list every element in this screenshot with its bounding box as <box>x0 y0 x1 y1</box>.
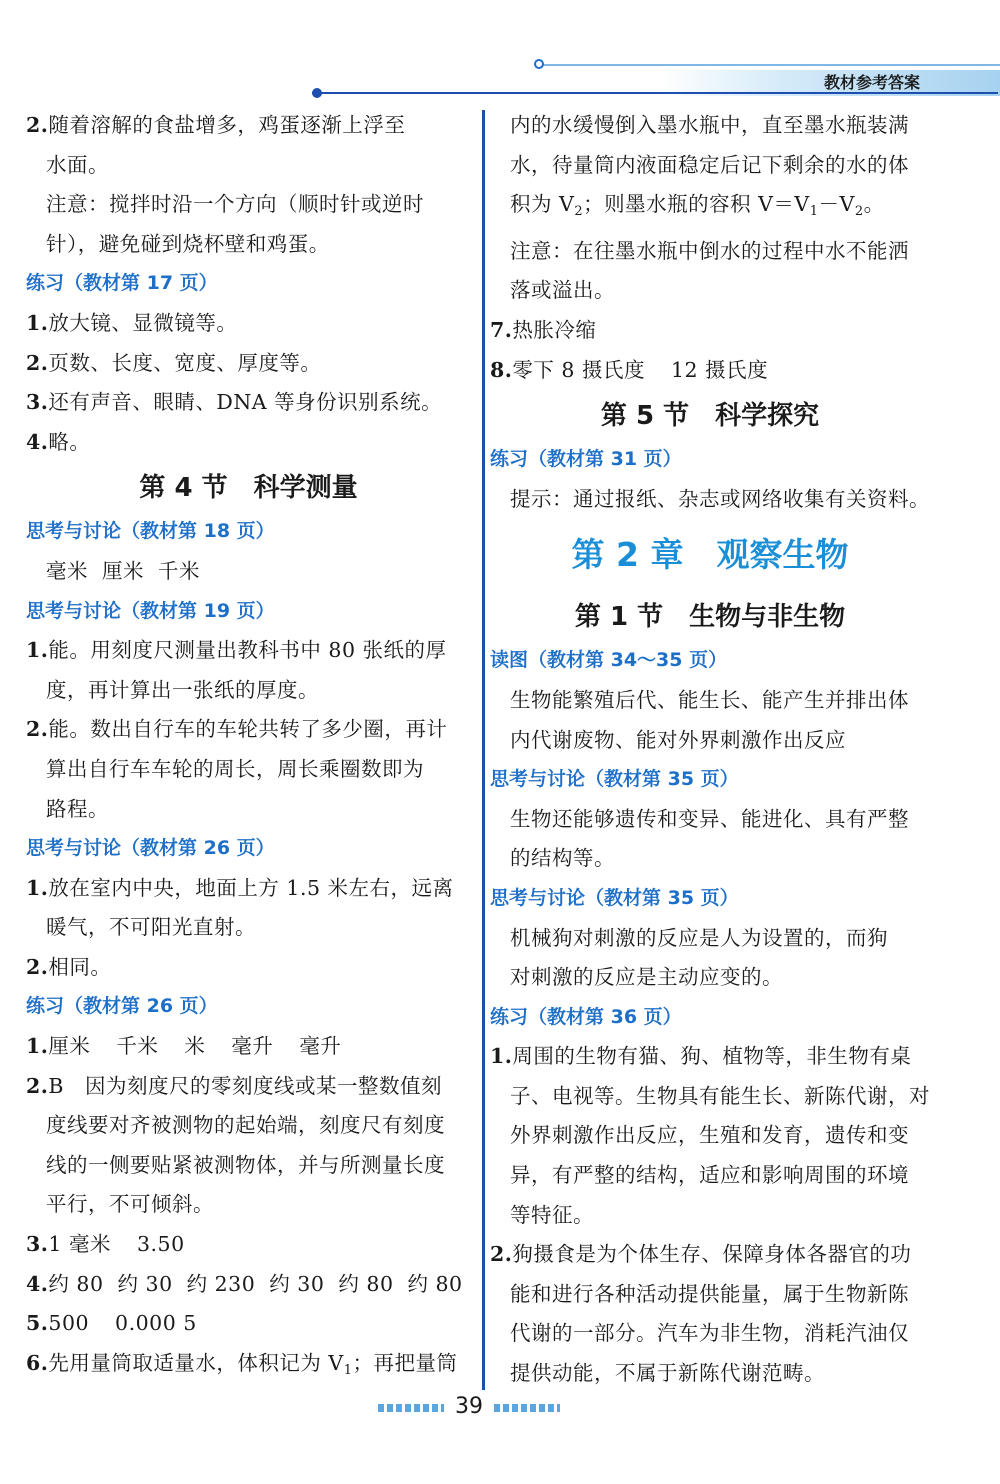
section-heading: 练习（教材第 26 页） <box>26 995 218 1018</box>
answer-line: 异，有严整的结构，适应和影响周围的环境 <box>510 1163 909 1188</box>
answer-line: 提示：通过报纸、杂志或网络收集有关资料。 <box>510 486 930 511</box>
answer-line: 水面。 <box>46 152 109 177</box>
section-heading: 思考与讨论（教材第 26 页） <box>26 837 275 860</box>
answer-line: 提供动能，不属于新陈代谢范畴。 <box>510 1361 825 1386</box>
answer-line: 2.相同。 <box>26 954 112 979</box>
note-line: 落或溢出。 <box>510 278 615 303</box>
answer-line: 路程。 <box>46 796 109 821</box>
section-heading: 思考与讨论（教材第 35 页） <box>490 886 739 909</box>
footer-ornament-right <box>494 1404 560 1412</box>
column-divider <box>482 110 485 1390</box>
answer-line: 2.随着溶解的食盐增多，鸡蛋逐渐上浮至 <box>26 113 406 137</box>
answer-line: 的结构等。 <box>510 846 615 871</box>
answer-line: 内的水缓慢倒入墨水瓶中，直至墨水瓶装满 <box>510 113 909 137</box>
answer-line: 代谢的一部分。汽车为非生物，消耗汽油仅 <box>510 1321 909 1346</box>
answer-line: 1.放在室内中央，地面上方 1.5 米左右，远离 <box>26 875 454 900</box>
answer-line: 外界刺激作出反应，生殖和发育，遗传和变 <box>510 1123 909 1148</box>
section-title: 第 1 节 生物与非生物 <box>574 602 846 633</box>
answer-line: 2.狗摄食是为个体生存、保障身体各器官的功 <box>490 1242 912 1267</box>
answer-line: 生物还能够遗传和变异、能进化、具有严整 <box>510 806 909 831</box>
answer-line: 6.先用量筒取适量水，体积记为 $V_1$；再把量筒 <box>26 1350 458 1378</box>
answer-line: 2.页数、长度、宽度、厚度等。 <box>26 350 322 375</box>
header-ring <box>534 59 544 69</box>
answer-line: 2.B 因为刻度尺的零刻度线或某一整数值刻 <box>26 1073 442 1098</box>
answer-line: 5.500 0.000 5 <box>26 1311 197 1336</box>
page-footer <box>0 1392 1000 1422</box>
section-heading: 思考与讨论（教材第 35 页） <box>490 768 739 791</box>
answer-line: 4.约 80 约 30 约 230 约 30 约 80 约 80 <box>26 1271 463 1296</box>
section-heading: 练习（教材第 17 页） <box>26 272 218 295</box>
header-rule-top <box>540 64 1000 66</box>
answer-line: 水，待量筒内液面稳定后记下剩余的水的体 <box>510 152 909 177</box>
answer-line: 8.零下 8 摄氏度 12 摄氏度 <box>490 357 769 382</box>
note-line: 注意：搅拌时沿一个方向（顺时针或逆时 <box>46 192 424 217</box>
answer-line: 暖气，不可阳光直射。 <box>46 915 256 940</box>
answer-line: 平行，不可倾斜。 <box>46 1192 214 1217</box>
right-column <box>490 106 930 1394</box>
section-heading: 思考与讨论（教材第 19 页） <box>26 599 275 622</box>
answer-line: 3.还有声音、眼睛、DNA 等身份识别系统。 <box>26 390 443 415</box>
answer-line: 3.1 毫米 3.50 <box>26 1232 185 1257</box>
answer-line: 机械狗对刺激的反应是人为设置的，而狗 <box>510 925 888 950</box>
answer-line: 积为 $V_2$；则墨水瓶的容积 $V=V_1-V_2$。 <box>510 192 885 220</box>
answer-line: 等特征。 <box>510 1202 594 1227</box>
footer-ornament-left <box>378 1404 444 1412</box>
header-label: 教材参考答案 <box>824 73 921 92</box>
page-number: 39 <box>455 1394 483 1419</box>
answer-line: 1.周围的生物有猫、狗、植物等，非生物有桌 <box>490 1044 912 1069</box>
header-dot <box>312 88 322 98</box>
answer-line: 4.略。 <box>26 429 91 454</box>
answer-line: 算出自行车车轮的周长，周长乘圈数即为 <box>46 756 424 781</box>
answer-line: 1.放大镜、显微镜等。 <box>26 310 238 335</box>
section-heading: 练习（教材第 36 页） <box>490 1005 682 1028</box>
answer-line: 子、电视等。生物具有能生长、新陈代谢，对 <box>510 1083 930 1108</box>
section-heading: 思考与讨论（教材第 18 页） <box>26 520 275 543</box>
chapter-title: 第 2 章 观察生物 <box>571 535 849 575</box>
answer-line: 能和进行各种活动提供能量，属于生物新陈 <box>510 1281 909 1306</box>
answer-line: 内代谢废物、能对外界刺激作出反应 <box>510 727 846 752</box>
section-heading: 练习（教材第 31 页） <box>490 448 682 471</box>
answer-line: 线的一侧要贴紧被测物体，并与所测量长度 <box>46 1152 445 1177</box>
note-line: 针），避免碰到烧杯壁和鸡蛋。 <box>46 231 330 256</box>
section-title: 第 4 节 科学测量 <box>139 473 358 504</box>
header-rule <box>312 92 998 94</box>
answer-line: 毫米 厘米 千米 <box>46 558 200 583</box>
answer-line: 1.能。用刻度尺测量出教科书中 80 张纸的厚 <box>26 638 447 663</box>
answer-line: 生物能繁殖后代、能生长、能产生并排出体 <box>510 687 909 712</box>
left-column <box>26 106 471 1390</box>
answer-line: 2.能。数出自行车的车轮共转了多少圈，再计 <box>26 717 448 742</box>
section-title: 第 5 节 科学探究 <box>600 401 820 432</box>
answer-line: 对刺激的反应是主动应变的。 <box>510 965 783 990</box>
answer-line: 7.热胀冷缩 <box>490 317 597 342</box>
section-heading: 读图（教材第 34～35 页） <box>490 649 728 672</box>
answer-line: 1.厘米 千米 米 毫升 毫升 <box>26 1034 342 1059</box>
note-line: 注意：在往墨水瓶中倒水的过程中水不能洒 <box>510 238 909 263</box>
answer-line: 度线要对齐被测物的起始端，刻度尺有刻度 <box>46 1113 445 1138</box>
answer-line: 度，再计算出一张纸的厚度。 <box>46 677 319 702</box>
